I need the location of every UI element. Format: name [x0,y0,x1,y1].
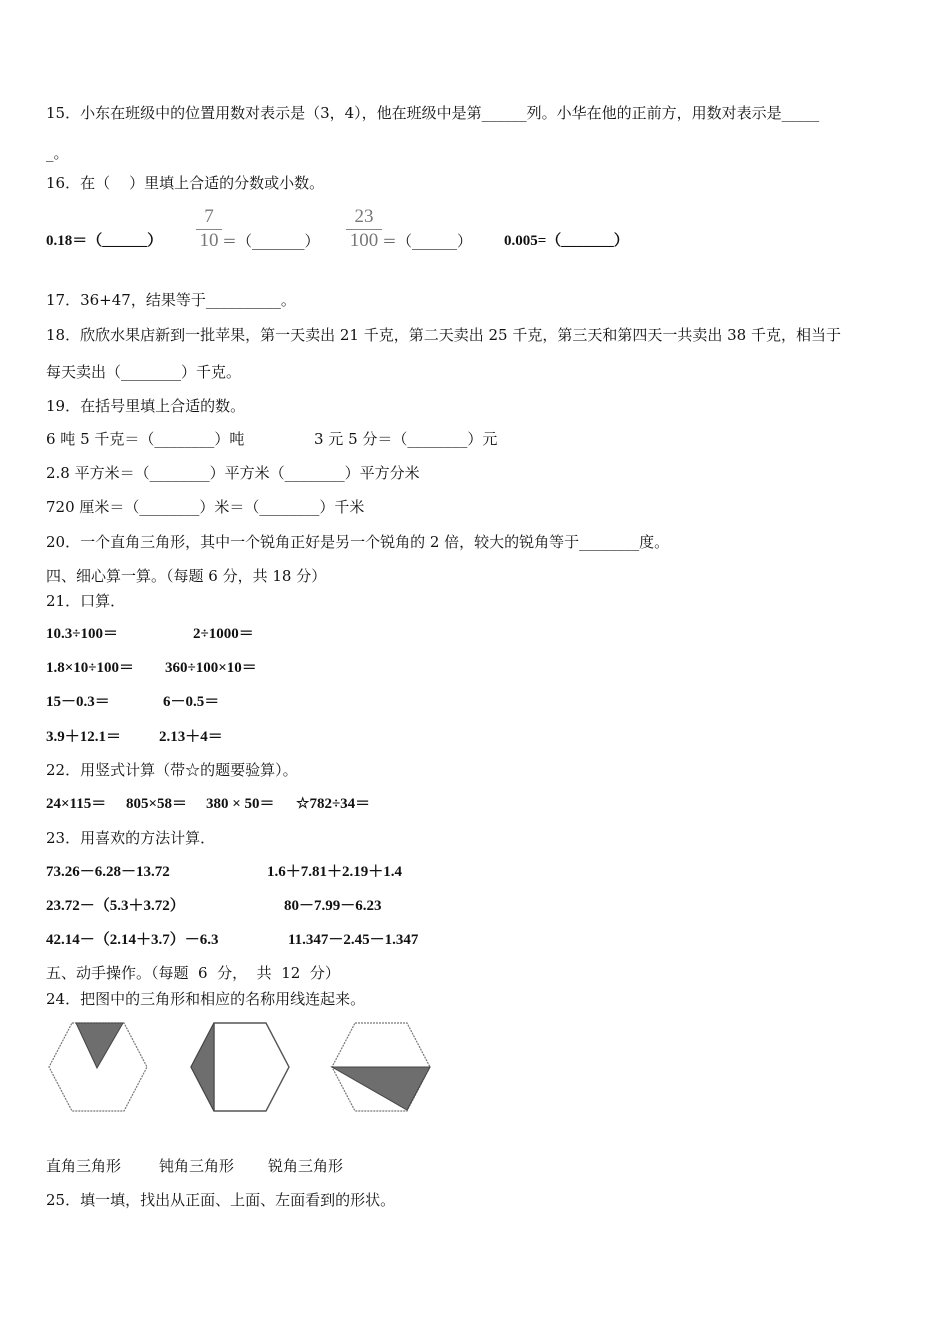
section4-heading: 四、细心算一算。（每题 6 分，共 18 分） [46,567,327,585]
q16-item4: 0.005=（_______） [504,233,629,249]
section5-heading: 五、动手操作。（每题 6 分， 共 12 分） [46,964,340,982]
q15-line1: 15．小东在班级中的位置用数对表示是（3，4），他在班级中是第______列。小华在他的正前方，用数对表示是_____ [46,104,820,122]
q16-item3: ＝（______） [382,232,473,250]
q16-frac2-numerator: 23 [346,207,382,230]
q22-item-3: 380 × 50＝ [206,796,275,812]
q16-frac2-denominator: 100 [349,230,379,251]
q16-fraction-1 [196,207,222,251]
q25: 25．填一填，找出从正面、上面、左面看到的形状。 [46,1191,396,1209]
q21-r2-a: 1.8×10÷100＝ [46,660,135,676]
q16-fraction-2 [346,207,382,251]
q15-line2: _。 [46,144,69,162]
label-obtuse-triangle: 钝角三角形 [159,1157,235,1175]
q21-r3-b: 6－0.5＝ [163,694,220,710]
q18-line1: 18．欣欣水果店新到一批苹果，第一天卖出 21 千克，第二天卖出 25 千克，第三天和第四天一共卖出 38 千克，相当于 [46,326,841,344]
q23-r3-b: 11.347－2.45－1.347 [288,932,419,948]
label-right-triangle: 直角三角形 [46,1157,122,1175]
hexagon-figure-1 [46,1020,150,1114]
q23-r1-a: 73.26－6.28－13.72 [46,864,170,880]
q16-frac1-denominator: 10 [199,230,219,251]
label-acute-triangle: 锐角三角形 [268,1157,344,1175]
q21-r1-a: 10.3÷100＝ [46,626,118,642]
q16-frac1-numerator: 7 [196,207,222,230]
q23-r2-b: 80－7.99－6.23 [284,898,382,914]
q21-r4-a: 3.9＋12.1＝ [46,729,122,745]
q19-row3: 720 厘米＝（________）米＝（________）千米 [46,498,365,516]
q16-item2: ＝（_______） [222,232,320,250]
q24-title: 24．把图中的三角形和相应的名称用线连起来。 [46,990,366,1008]
q19-row2: 2.8 平方米＝（________）平方米（________）平方分米 [46,464,420,482]
q17: 17．36+47，结果等于__________。 [46,291,296,309]
triangle-left-shaded [191,1023,214,1111]
hexagon-figure-2 [188,1020,292,1114]
q19-row1a: 6 吨 5 千克＝（________）吨 [46,430,245,448]
q16-title: 16．在（ ）里填上合适的分数或小数。 [46,174,325,192]
q23-r3-a: 42.14－（2.14＋3.7）－6.3 [46,932,219,948]
q21-title: 21．口算． [46,592,126,610]
q23-r2-a: 23.72－（5.3＋3.72） [46,898,185,914]
q21-r2-b: 360÷100×10＝ [165,660,257,676]
q20: 20．一个直角三角形，其中一个锐角正好是另一个锐角的 2 倍，较大的锐角等于________度。 [46,533,670,551]
q23-r1-b: 1.6＋7.81＋2.19＋1.4 [267,864,403,880]
q22-item-1: 24×115＝ [46,796,107,812]
q18-line2: 每天卖出（________）千克。 [46,363,242,381]
q21-r1-b: 2÷1000＝ [193,626,254,642]
q23-title: 23．用喜欢的方法计算． [46,829,216,847]
q19-title: 19．在括号里填上合适的数。 [46,397,246,415]
q22-item-4: ☆782÷34＝ [296,796,371,812]
q16-item1: 0.18＝（______） [46,233,163,249]
q21-r4-b: 2.13＋4＝ [159,729,223,745]
q21-r3-a: 15－0.3＝ [46,694,110,710]
q19-row1b: 3 元 5 分＝（________）元 [314,430,498,448]
q22-title: 22．用竖式计算（带☆的题要验算）。 [46,761,298,779]
hexagon-figure-3 [329,1020,433,1114]
q22-item-2: 805×58＝ [126,796,188,812]
